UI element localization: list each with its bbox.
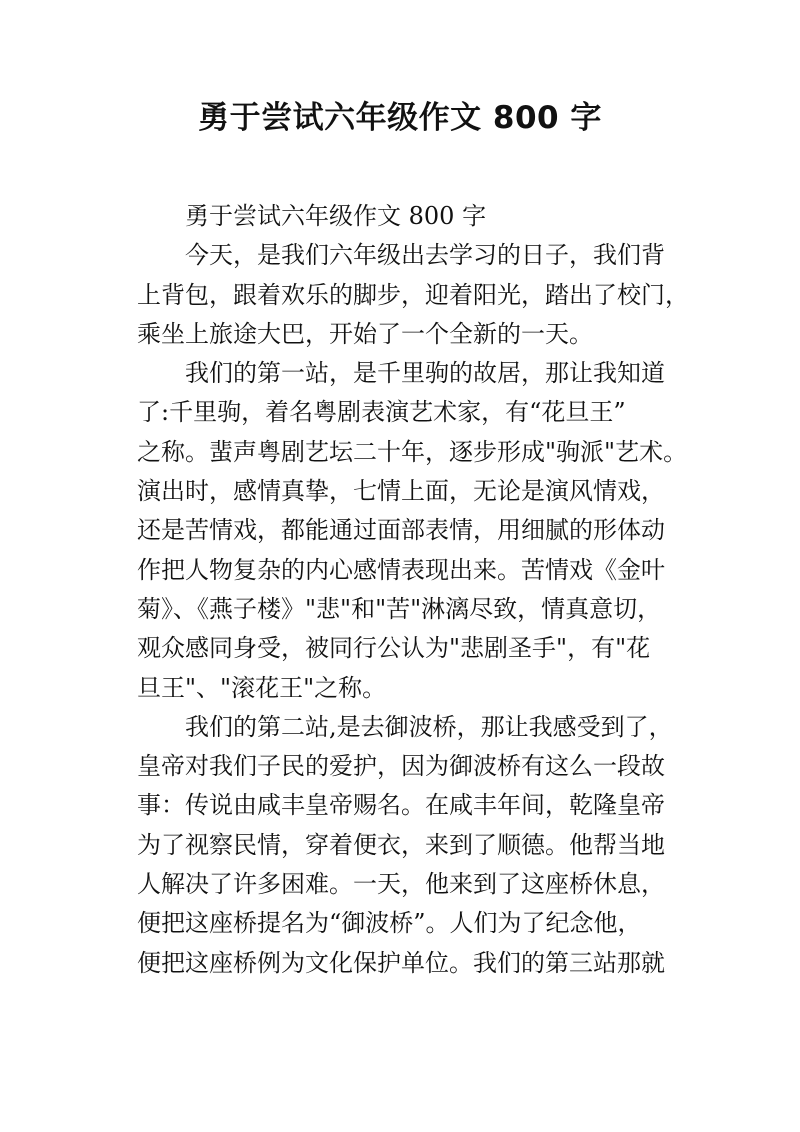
text-line: 便把这座桥提名为“御波桥”。人们为了纪念他， <box>137 909 642 938</box>
text-line: 乘坐上旅途大巴，开始了一个全新的一天。 <box>137 319 593 348</box>
text-line: 之称。蜚声粤剧艺坛二十年，逐步形成"驹派"艺术。 <box>137 437 688 466</box>
text-line: 旦王"、"滚花王"之称。 <box>137 673 387 702</box>
text-line: 上背包，跟着欢乐的脚步，迎着阳光，踏出了校门， <box>137 280 689 309</box>
text-line: 菊》、《燕子楼》"悲"和"苦"淋漓尽致，情真意切， <box>137 594 662 623</box>
text-line: 事：传说由咸丰皇帝赐名。在咸丰年间，乾隆皇帝 <box>137 791 665 820</box>
text-line: 为了视察民情，穿着便衣，来到了顺德。他帮当地 <box>137 830 665 859</box>
text-line: 人解决了许多困难。一天，他来到了这座桥休息， <box>137 870 665 899</box>
text-line: 了:千里驹，着名粤剧表演艺术家，有“花旦王” <box>137 398 626 427</box>
text-line: 还是苦情戏，都能通过面部表情，用细腻的形体动 <box>137 516 665 545</box>
text-line: 勇于尝试六年级作文 800 字 <box>185 202 487 230</box>
text-line: 皇帝对我们子民的爱护，因为御波桥有这么一段故 <box>137 752 665 781</box>
text-line: 我们的第一站，是千里驹的故居，那让我知道 <box>185 359 665 388</box>
text-line: 我们的第二站,是去御波桥，那让我感受到了， <box>185 712 673 741</box>
text-line: 便把这座桥例为文化保护单位。我们的第三站那就 <box>137 948 665 977</box>
document-body <box>137 197 689 983</box>
text-line: 演出时，感情真挚，七情上面，无论是演风情戏， <box>137 477 665 506</box>
document-title: 勇于尝试六年级作文 800 字 <box>198 100 602 136</box>
text-line: 观众感同身受，被同行公认为"悲剧圣手"，有"花 <box>137 634 651 663</box>
text-line: 作把人物复杂的内心感情表现出来。苦情戏《金叶 <box>137 555 665 584</box>
text-line: 今天，是我们六年级出去学习的日子，我们背 <box>185 241 665 270</box>
